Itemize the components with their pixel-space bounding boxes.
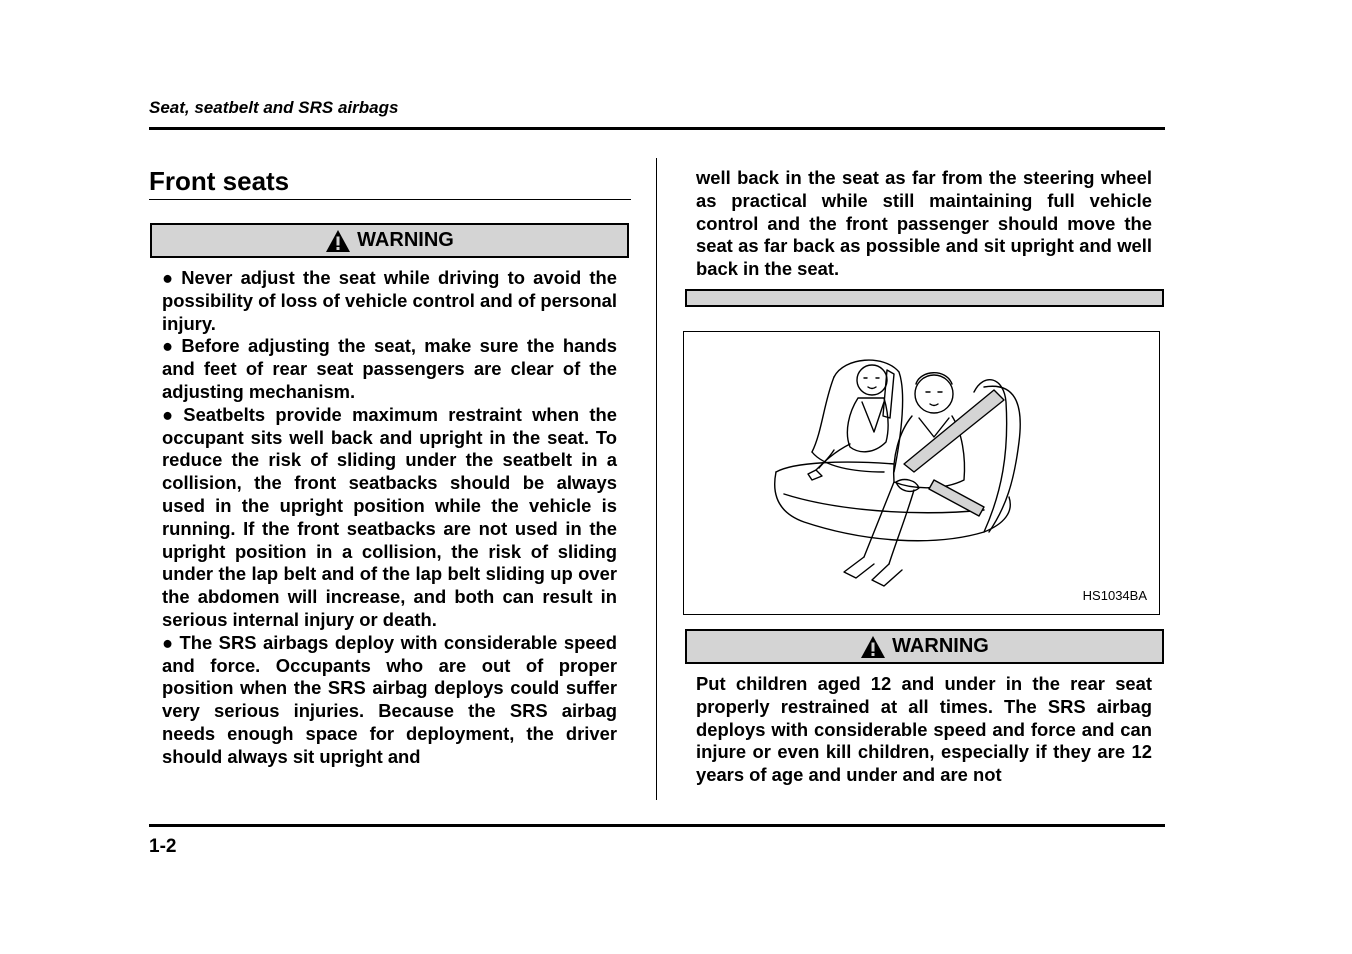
figure-code: HS1034BA bbox=[1082, 588, 1147, 603]
continued-warning-text: well back in the seat as far from the steering wheel as practical while still maintaining full vehicle control and the front passenger should move the seat as far back as possible and sit upright and well back in the seat. bbox=[696, 167, 1152, 280]
bullet-text: Seatbelts provide maximum restraint when the occupant sits well back and upright in the seat. To reduce the risk of sliding under the seatbelt in a collision, the front seatbacks should be always used in the upright position while the vehicle is running. If the front seatbacks are not used in the upright position in a collision, the risk of sliding under the lap belt and of the lap belt sliding up over the abdomen will increase, and both can result in serious internal injury or death. bbox=[162, 403, 617, 630]
running-header: Seat, seatbelt and SRS airbags bbox=[149, 98, 399, 117]
warning-label: WARNING bbox=[892, 635, 989, 657]
bullet-text: Before adjusting the seat, make sure the hands and feet of rear seat passengers are clear of the adjusting mechanism. bbox=[162, 335, 617, 402]
warning-banner bbox=[685, 629, 1164, 664]
warning-bullet-list bbox=[162, 267, 617, 769]
warning-banner bbox=[150, 223, 629, 258]
page-title: Front seats bbox=[149, 166, 290, 196]
child-seat-illustration bbox=[684, 332, 1161, 616]
warning-label: WARNING bbox=[357, 229, 454, 251]
bullet-text: Never adjust the seat while driving to avoid the possibility of loss of vehicle control and of personal injury. bbox=[162, 267, 617, 334]
bullet-icon: ● bbox=[162, 335, 177, 357]
bullet-icon: ● bbox=[162, 267, 177, 288]
list-item bbox=[162, 404, 617, 632]
warning-triangle-icon bbox=[860, 635, 886, 659]
list-item bbox=[162, 335, 617, 403]
list-item bbox=[162, 632, 617, 769]
warning-box-end bbox=[685, 289, 1164, 307]
page-number: 1-2 bbox=[149, 836, 177, 857]
bullet-text: The SRS airbags deploy with considerable speed and force. Occupants who are out of proper position when the SRS airbag deploys could suffer very serious injuries. Because the SRS airbag needs enough space for deployment, the driver should always sit upright and bbox=[162, 631, 618, 767]
bullet-icon: ● bbox=[162, 403, 179, 425]
footer-rule bbox=[149, 824, 1165, 827]
child-warning-text: Put children aged 12 and under in the rear seat properly restrained at all times. The SRS airbag deploys with considerable speed and force and can injure or even kill children, especially if they are 12 years of age and under and are not bbox=[696, 673, 1152, 786]
figure bbox=[683, 331, 1160, 615]
warning-triangle-icon bbox=[325, 229, 351, 253]
header-rule bbox=[149, 127, 1165, 130]
list-item bbox=[162, 267, 617, 335]
title-rule bbox=[149, 199, 631, 200]
column-divider bbox=[656, 158, 657, 800]
bullet-icon: ● bbox=[162, 631, 175, 653]
